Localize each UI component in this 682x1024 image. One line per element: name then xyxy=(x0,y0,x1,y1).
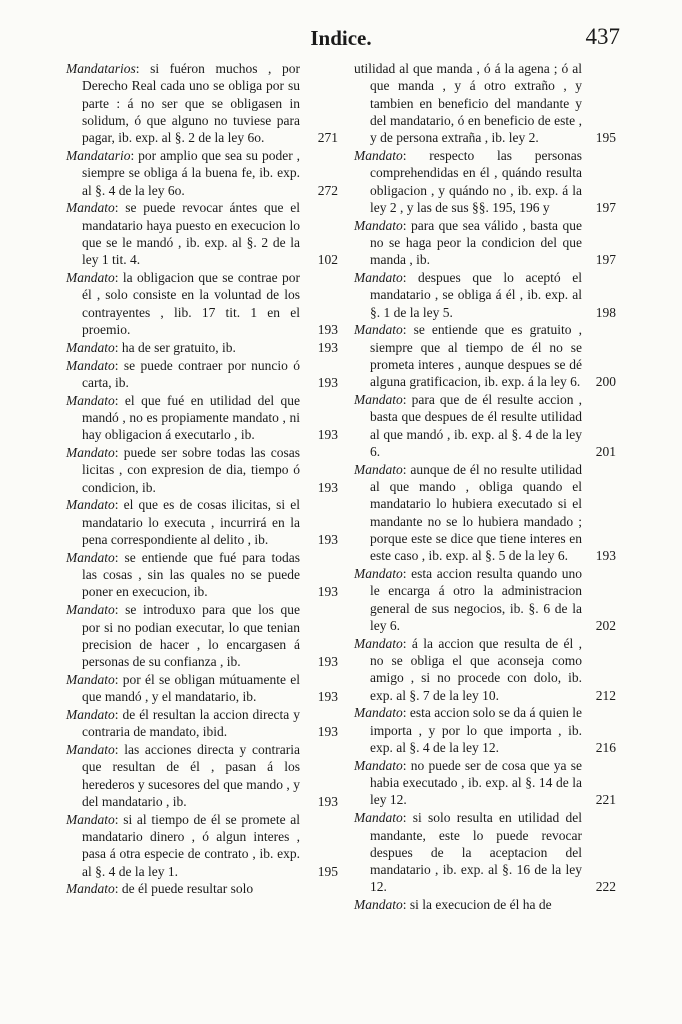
entry-page-ref: 271 xyxy=(317,130,338,146)
entry-text: : esta accion resulta quando uno le encarga á otro la administracion general de sus negocios, ib. §. 6 de la ley 6. xyxy=(370,566,582,633)
entry-page-ref: 193 xyxy=(317,689,338,705)
entry-text: : si solo resulta en utilidad del mandante, este lo puede revocar despues de la aceptacion del mandatario , ib. exp. al §. 16 de la ley 12. xyxy=(370,810,582,895)
entry-page-ref: 193 xyxy=(317,339,338,355)
entry-text: : ha de ser gratuito, ib. xyxy=(114,339,236,355)
page-title: Indice. xyxy=(310,26,372,50)
index-entry xyxy=(354,635,616,704)
entry-heading: Mandato xyxy=(66,706,115,722)
entry-page-ref: 198 xyxy=(595,304,616,320)
entry-text: : para que sea válido , basta que no se haga peor la condicion del que manda , ib. xyxy=(370,217,582,268)
index-entry xyxy=(66,880,338,897)
entry-text: : las acciones directa y contraria que resultan de él , pasan á los herederos y sucesores del que mando , y del mandatario , ib. xyxy=(82,742,300,809)
entry-text: : de él resultan la accion directa y contraria de mandato, ibid. xyxy=(82,706,300,740)
entry-heading: Mandato xyxy=(354,635,403,651)
left-column xyxy=(66,60,338,898)
entry-text: : la obligacion que se contrae por él , solo consiste en la voluntad de los contrayentes , lib. 17 tit. 1 en el proemio. xyxy=(82,270,300,337)
entry-heading: Mandato xyxy=(354,392,403,408)
entry-page-ref: 221 xyxy=(595,792,616,808)
entry-page-ref: 222 xyxy=(595,879,616,895)
index-entry xyxy=(66,549,338,601)
index-entry xyxy=(66,199,338,268)
entry-heading: Mandato xyxy=(66,671,115,687)
index-entry xyxy=(66,60,338,146)
index-entry xyxy=(354,809,616,895)
entry-page-ref: 216 xyxy=(595,740,616,756)
entry-heading: Mandato xyxy=(354,897,403,913)
index-entry xyxy=(66,671,338,706)
entry-heading: Mandato xyxy=(66,549,115,565)
entry-heading: Mandato xyxy=(354,270,403,286)
entry-page-ref: 212 xyxy=(595,687,616,703)
index-entry xyxy=(354,321,616,390)
entry-text: : el que fué en utilidad del que mandó , no es propiamente mandato , ni hay obligacion á executarlo , ib. xyxy=(82,392,300,443)
entry-page-ref: 197 xyxy=(595,199,616,215)
index-entry xyxy=(66,741,338,810)
entry-heading: Mandato xyxy=(66,497,115,513)
index-entry xyxy=(66,339,338,356)
entry-page-ref: 193 xyxy=(317,532,338,548)
entry-text: : si la execucion de él ha de xyxy=(402,897,552,913)
entry-text: : de él puede resultar solo xyxy=(114,881,254,897)
entry-heading: Mandato xyxy=(66,811,115,827)
entry-page-ref: 193 xyxy=(317,479,338,495)
entry-heading: Mandato xyxy=(354,322,403,338)
right-column xyxy=(354,60,616,914)
entry-text: : si fuéron muchos , por Derecho Real cada uno se obliga por su parte : á no ser que se obligasen in solidum, ó que alguno no tuviese para pagar, ib. exp. al §. 2 de la ley 6o. xyxy=(82,61,300,146)
entry-heading: Mandato xyxy=(66,881,115,897)
index-entry xyxy=(66,444,338,496)
entry-text: : á la accion que resulta de él , no se obliga el que aconseja como amigo , si no procede con dolo, ib. exp. al §. 7 de la ley 10. xyxy=(370,635,582,703)
entry-text: : se puede contraer por nuncio ó carta, ib. xyxy=(82,357,300,390)
entry-page-ref: 193 xyxy=(317,793,338,809)
entry-text: : se entiende que fué para todas las cosas , sin las quales no se puede poner en execucion, ib. xyxy=(82,549,300,600)
entry-heading: Mandato xyxy=(354,810,403,826)
entry-text: : respecto las personas comprehendidas en él , quándo resulta obligacion , y quándo no , ib. exp. á la ley 2 , y las de sus §§. 195, 196 y xyxy=(370,147,582,215)
entry-text: : puede ser sobre todas las cosas licitas , con expresion de dia, tiempo ó condicion, ib. xyxy=(82,445,300,495)
entry-text: utilidad al que manda , ó á la agena ; ó al que manda , y á otro extraño , y tambien en beneficio del mandante y del mandatario, ó en beneficio de este , y de persona extraña , ib. ley 2. xyxy=(354,61,582,146)
index-entry xyxy=(66,706,338,741)
entry-page-ref: 193 xyxy=(317,321,338,337)
index-entry xyxy=(66,269,338,338)
entry-heading: Mandato xyxy=(66,445,115,461)
entry-page-ref: 202 xyxy=(595,618,616,633)
entry-heading: Mandato xyxy=(354,461,403,477)
entry-page-ref: 193 xyxy=(317,724,338,740)
entry-page-ref: 193 xyxy=(317,374,338,390)
entry-heading: Mandato xyxy=(354,566,403,582)
entry-heading: Mandato xyxy=(354,705,403,721)
index-entry xyxy=(354,60,616,146)
entry-page-ref: 197 xyxy=(595,252,616,268)
entry-page-ref: 201 xyxy=(595,444,616,460)
entry-page-ref: 102 xyxy=(317,252,338,268)
entry-heading: Mandato xyxy=(354,217,403,233)
index-entry xyxy=(354,269,616,321)
entry-page-ref: 193 xyxy=(317,654,338,670)
entry-text: : no puede ser de cosa que ya se habia executado , ib. exp. al §. 14 de la ley 12. xyxy=(370,757,582,808)
entry-page-ref: 195 xyxy=(317,863,338,879)
index-entry xyxy=(354,757,616,809)
index-entry xyxy=(354,565,616,634)
index-entry xyxy=(354,391,616,460)
entry-text: : se puede revocar ántes que el mandatario haya puesto en execucion lo que se le mandó , ib. exp. al §. 2 de la ley 1 tit. 4. xyxy=(82,200,300,268)
entry-page-ref: 193 xyxy=(317,584,338,600)
entry-page-ref: 272 xyxy=(317,182,338,198)
entry-heading: Mandato xyxy=(66,270,115,286)
entry-heading: Mandato xyxy=(66,339,115,355)
entry-text: : si al tiempo de él se promete al mandatario dinero , ó algun interes , pasa á otra especie de contrato , ib. exp. al §. 4 de la ley 1. xyxy=(82,811,300,879)
entry-text: : el que es de cosas ilicitas, si el mandatario lo executa , incurrirá en la pena correspondiente al delito , ib. xyxy=(82,497,300,548)
entry-heading: Mandato xyxy=(66,742,115,758)
entry-heading: Mandato xyxy=(66,602,115,618)
entry-text: : aunque de él no resulte utilidad al que mando , obliga quando el mandatario lo hubiera executado si el mandante no se lo hubiera mandado ; porque este se dice que tiene interes en este caso , ib. exp. al §. 5 de la ley 6. xyxy=(370,461,582,564)
entry-text: : esta accion solo se da á quien le importa , y por lo que importa , ib. exp. al §. 4 de la ley 12. xyxy=(370,705,582,756)
entry-text: : por amplio que sea su poder , siempre se obliga á la buena fe, ib. exp. al §. 4 de la ley 6o. xyxy=(82,147,300,198)
entry-text: : para que de él resulte accion , basta que despues de él resulte utilidad al que mandó , ib. exp. al §. 4 de la ley 6. xyxy=(370,392,582,460)
index-entry xyxy=(66,392,338,444)
entry-heading: Mandatario xyxy=(66,147,131,163)
entry-page-ref: 193 xyxy=(595,548,616,564)
entry-text: : se entiende que es gratuito , siempre que al tiempo de él no se prometa interes , aunque despues se dé alguna gratificacion, ib. exp. á la ley 6. xyxy=(370,322,582,390)
index-entry xyxy=(66,811,338,880)
entry-page-ref: 195 xyxy=(595,130,616,146)
entry-heading: Mandato xyxy=(354,147,403,163)
entry-heading: Mandatarios xyxy=(66,61,136,76)
entry-page-ref: 193 xyxy=(317,427,338,443)
index-entry xyxy=(66,496,338,548)
entry-text: : se introduxo para que los que por si no podian executar, lo que tenian precision de hacer , lo encargasen á personas de su confianza , ib. xyxy=(82,602,300,670)
index-entry xyxy=(354,217,616,269)
index-entry xyxy=(66,357,338,392)
entry-text: : por él se obligan mútuamente el que mandó , y el mandatario, ib. xyxy=(82,671,300,705)
index-entry xyxy=(354,461,616,565)
entry-heading: Mandato xyxy=(354,757,403,773)
index-entry xyxy=(354,704,616,756)
entry-text: : despues que lo aceptó el mandatario , se obliga á él , ib. exp. al §. 1 de la ley 5. xyxy=(370,270,582,320)
entry-heading: Mandato xyxy=(66,200,115,216)
index-entry xyxy=(66,601,338,670)
entry-heading: Mandato xyxy=(66,357,115,373)
index-entry xyxy=(66,147,338,199)
page-number: 437 xyxy=(585,24,620,49)
index-entry xyxy=(354,147,616,216)
entry-page-ref: 200 xyxy=(595,374,616,390)
entry-heading: Mandato xyxy=(66,392,115,408)
index-entry xyxy=(354,896,616,913)
